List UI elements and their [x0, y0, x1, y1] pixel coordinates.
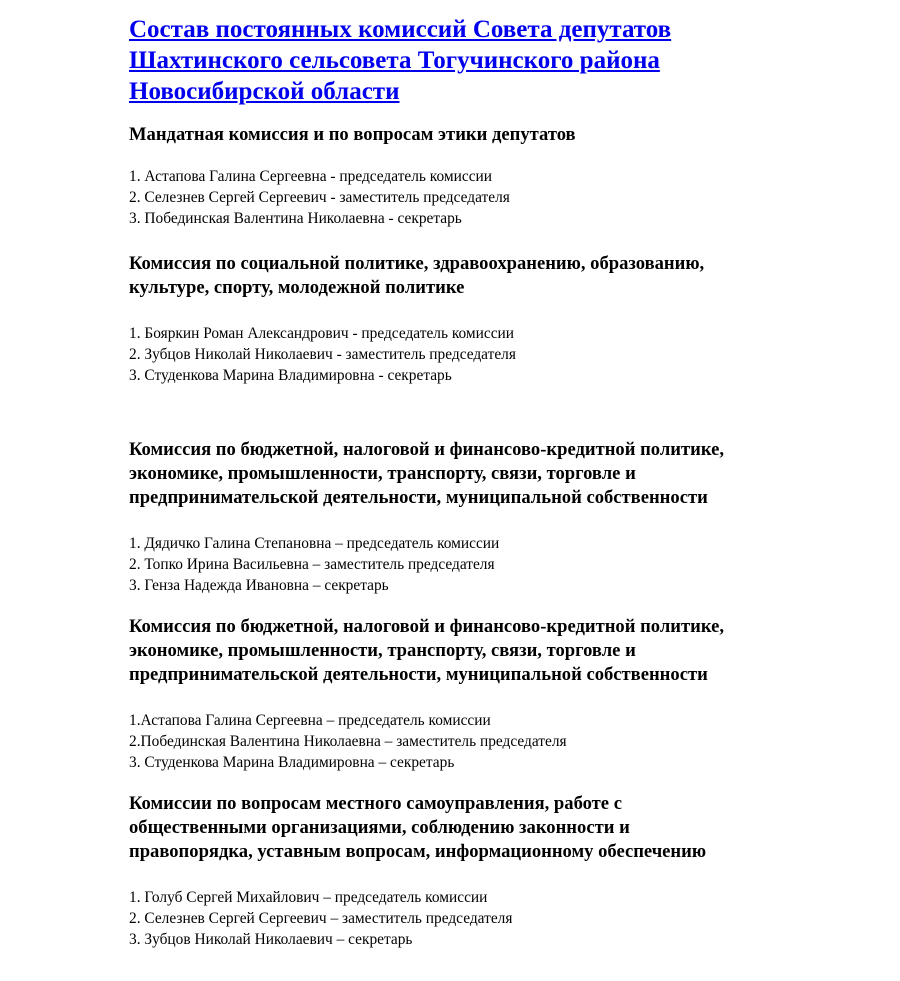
member-item: 1.Астапова Галина Сергеевна – председатель комиссии: [129, 712, 491, 729]
heading-line: предпринимательской деятельности, муниципальной собственности: [129, 487, 708, 508]
commission-heading: [129, 123, 869, 147]
heading-line: Комиссия по бюджетной, налоговой и финансово-кредитной политике,: [129, 616, 724, 637]
member-item: 1. Голуб Сергей Михайлович – председатель комиссии: [129, 889, 488, 906]
heading-line: культуре, спорту, молодежной политике: [129, 277, 465, 298]
heading-line: предпринимательской деятельности, муниципальной собственности: [129, 664, 708, 685]
member-list: [129, 710, 869, 773]
document-page: [129, 14, 869, 950]
commission-heading: [129, 615, 869, 687]
member-item: 1. Дядичко Галина Степановна – председатель комиссии: [129, 535, 500, 552]
heading-line: Мандатная комиссия и по вопросам этики депутатов: [129, 124, 576, 145]
title-line: Состав постоянных комиссий Совета депутатов: [129, 16, 672, 43]
commission-budget-policy: [129, 438, 869, 596]
heading-line: правопорядка, уставным вопросам, информационному обеспечению: [129, 841, 707, 862]
commission-mandate: [129, 123, 869, 229]
member-item: 2. Топко Ирина Васильевна – заместитель председателя: [129, 556, 495, 573]
member-item: 1. Бояркин Роман Александрович - председатель комиссии: [129, 325, 515, 342]
member-item: 3. Студенкова Марина Владимировна – секретарь: [129, 754, 455, 771]
member-list: [129, 323, 869, 386]
commission-social-policy: [129, 252, 869, 386]
member-item: 2. Селезнев Сергей Сергеевич - заместитель председателя: [129, 189, 510, 206]
member-item: 2. Зубцов Николай Николаевич - заместитель председателя: [129, 346, 516, 363]
member-item: 2. Селезнев Сергей Сергеевич – заместитель председателя: [129, 910, 513, 927]
member-item: 3. Генза Надежда Ивановна – секретарь: [129, 577, 389, 594]
heading-line: Комиссии по вопросам местного самоуправления, работе с: [129, 793, 622, 814]
document-title-link[interactable]: [129, 14, 869, 107]
commission-heading: [129, 252, 869, 300]
title-line: Новосибирской области: [129, 78, 400, 105]
commission-heading: [129, 438, 869, 510]
member-item: 2.Побединская Валентина Николаевна – заместитель председателя: [129, 733, 567, 750]
heading-line: экономике, промышленности, транспорту, связи, торговле и: [129, 640, 636, 661]
commission-local-government: [129, 792, 869, 950]
member-list: [129, 533, 869, 596]
member-item: 3. Зубцов Николай Николаевич – секретарь: [129, 931, 413, 948]
heading-line: Комиссия по бюджетной, налоговой и финансово-кредитной политике,: [129, 439, 724, 460]
heading-line: Комиссия по социальной политике, здравоохранению, образованию,: [129, 253, 705, 274]
member-item: 1. Астапова Галина Сергеевна - председатель комиссии: [129, 168, 493, 185]
member-item: 3. Студенкова Марина Владимировна - секретарь: [129, 367, 452, 384]
member-list: [129, 887, 869, 950]
member-list: [129, 166, 869, 229]
member-item: 3. Побединская Валентина Николаевна - секретарь: [129, 210, 462, 227]
commission-budget-policy-second: [129, 615, 869, 773]
title-line: Шахтинского сельсовета Тогучинского района: [129, 47, 660, 74]
heading-line: общественными организациями, соблюдению законности и: [129, 817, 630, 838]
heading-line: экономике, промышленности, транспорту, связи, торговле и: [129, 463, 636, 484]
commission-heading: [129, 792, 869, 864]
